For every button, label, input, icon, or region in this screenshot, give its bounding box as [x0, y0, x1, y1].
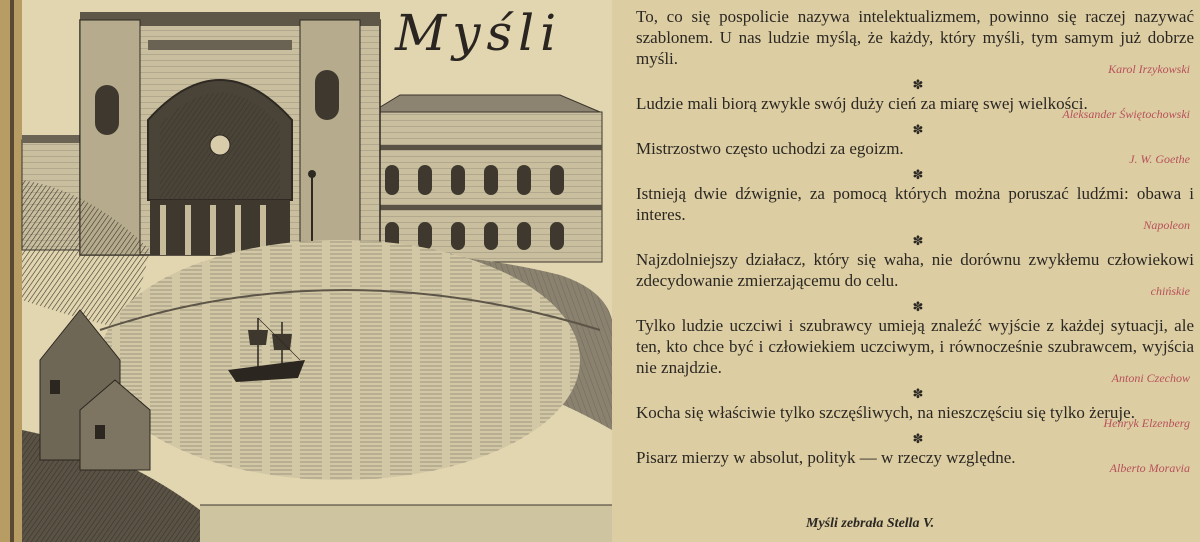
- station-right-wing: [372, 95, 602, 262]
- quote-author: J. W. Goethe: [1129, 152, 1190, 166]
- separator-asterisk-icon: ✽: [912, 167, 924, 182]
- quote-author: Antoni Czechow: [1111, 371, 1190, 385]
- quote-block: [622, 249, 1194, 298]
- quote-block: [622, 402, 1194, 430]
- separator-asterisk-icon: ✽: [912, 299, 924, 314]
- quote-text: Ludzie mali biorą zwykle swój duży cień za miarę swej wielkości.: [636, 94, 1088, 113]
- quote-text: Najzdolniejszy działacz, który się waha, nie dorównu zwykłemu człowiekowi zdecydowanie zmierzającemu do celu.: [636, 250, 1194, 290]
- quote-text: Istnieją dwie dźwignie, za pomocą których można poruszać ludźmi: obawa i interes.: [636, 184, 1194, 224]
- quote-author: Henryk Elzenberg: [1103, 416, 1190, 430]
- separator-asterisk-icon: ✽: [912, 122, 924, 137]
- quote-block: [622, 6, 1194, 76]
- quote-text: To, co się pospolicie nazywa intelektualizmem, powinno się raczej nazywać szablonem. U nas ludzie myślą, że każdy, który myśli, tym samym już dobrze myśli.: [636, 7, 1194, 68]
- quote-author: Aleksander Świętochowski: [1062, 107, 1190, 121]
- quote-author: chińskie: [1150, 284, 1190, 298]
- separator-asterisk-icon: ✽: [912, 77, 924, 92]
- quote-block: [622, 447, 1194, 475]
- quote-block: [622, 315, 1194, 385]
- compiler-credit: Myśli zebrała Stella V.: [806, 516, 935, 531]
- quote-block: [622, 183, 1194, 232]
- station-main-facade: [80, 12, 380, 255]
- quotes-column: [622, 6, 1194, 475]
- page-title: Myśli: [395, 4, 563, 62]
- quote-author: Alberto Moravia: [1109, 461, 1190, 475]
- quote-block: [622, 138, 1194, 166]
- quote-author: Karol Irzykowski: [1108, 62, 1190, 76]
- quote-text: Pisarz mierzy w absolut, polityk — w rzeczy względne.: [636, 448, 1016, 467]
- separator-asterisk-icon: ✽: [912, 431, 924, 446]
- separator-asterisk-icon: ✽: [912, 386, 924, 401]
- quote-text: Tylko ludzie uczciwi i szubrawcy umieją znaleźć wyjście z każdej sytuacji, ale ten, kto chce być i człowiekiem uczciwym, i równocześnie szubrawcem, wyjścia nie znajdzie.: [636, 316, 1194, 377]
- quote-author: Napoleon: [1143, 218, 1190, 232]
- separator-asterisk-icon: ✽: [912, 233, 924, 248]
- quote-text: Mistrzostwo często uchodzi za egoizm.: [636, 139, 904, 158]
- quote-block: [622, 93, 1194, 121]
- quote-text: Kocha się właściwie tylko szczęśliwych, na nieszczęściu się tylko żeruje.: [636, 403, 1135, 422]
